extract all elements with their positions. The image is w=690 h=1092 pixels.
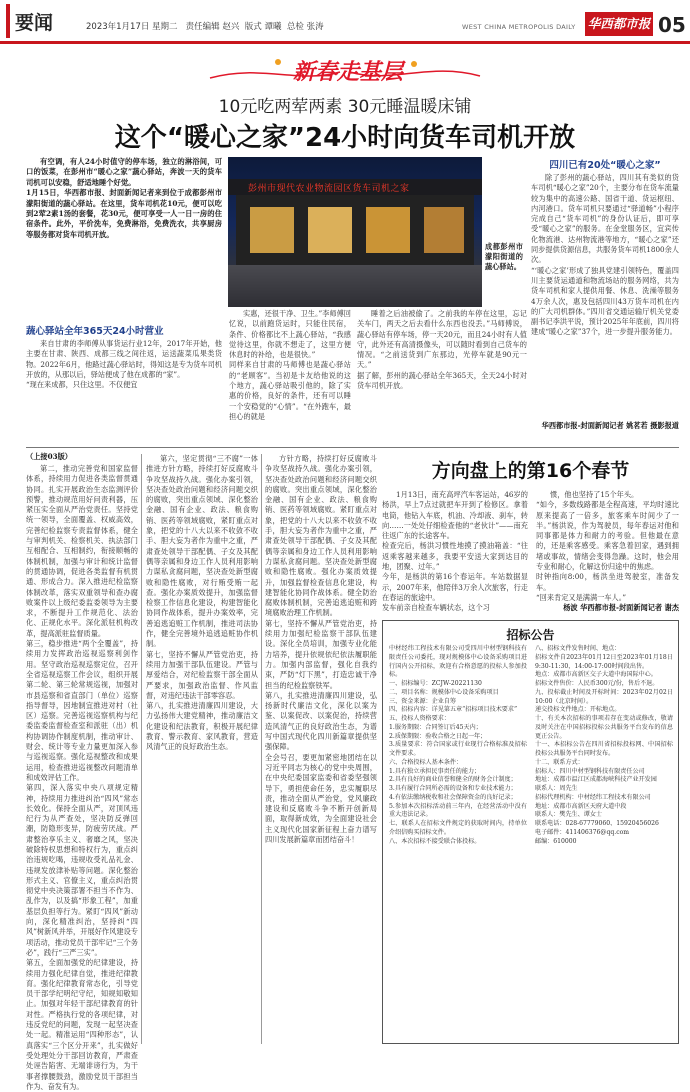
story-lead: 有空调，有人24小时值守的停车场，独立的淋浴间，可口的饭菜，在彭州市“暖心之家”蔬心驿站，奔波一天的货车司机可以安稳，舒适地睡个好觉。 1月15日，华西都市报、封面新闻记者来到位于成都彭州市濛阳街道的蔬心驿站。在这里，货车司机花10元，便可以吃到2荤2素1汤的套餐，花30元，便可享受一人一日一房的住宿条件。此外，平价洗车，免费淋浴，免费洗衣，共享厨房等服务都对货车司机开放。 <box>26 157 222 239</box>
masthead-logo: 华西都市报 <box>585 12 653 36</box>
right-story-headline: 方向盘上的第16个春节 <box>431 460 630 482</box>
issue-date: 2023年1月17日 星期二 <box>86 22 178 32</box>
tender-notice-left: 中材经纬工程技术有限公司受四川中材型钢科技有限责任公司委托，现对规模体中心设备采购项目进行国内公开招标，欢迎有合格意愿的投标人参加投标。 一、招标编号：ZCJW-20221130 二、项目名称：规模体中心设备采购项目 三、资金来源：企业自筹 四、招标内容：详见第五章“招标项目技术要求” 五、投标人资格要求： 1.服务期限：合同签订后45天内； 2.质保期限：验收合格之日起一年； 3.质量要求：符合国家或行业现行合格标准及招标文件要求。 六、合格投标人基本条件： 1.具有独立承担民事责任的能力； 2.具有良好的商业信誉和健全的财务会计制度； 3.具有履行合同所必需的设备和专业技术能力； 4.有依法缴纳税收和社会保障资金的良好记录； 5.参加本次招标活动前三年内，在经营活动中没有重大违法记录。 七、联系人在招标文件规定的获取时间内，持单位介绍信购买招标文件。 八、本次招标不接受联合体投标。 <box>389 645 527 845</box>
continued-note: （上接03版） <box>26 452 72 461</box>
page-number: 05 <box>658 13 686 37</box>
section-marker <box>6 4 10 38</box>
story-column-b: 实惠，还很干净、卫生。”李师傅回忆说，以前跑货运时，只能住民宿，条件、价格都比不上蔬心驿站，“我感觉待这里，你就不想走了，这里方便休息时的补给，也是很快。” 同样来自甘肃的马师傅也是蔬心驿站的“老顾客”。当初是卡友给他说的这个地方，蔬心驿站吸引他的，除了实惠的价格，良好的条件，还有可以睡一个安稳觉的“心情”。“在外跑车，最担心的就是 <box>229 309 351 421</box>
col-rule-2 <box>261 454 262 1044</box>
section-name: 要闻 <box>15 12 54 34</box>
story-byline: 华西都市报-封面新闻记者 姚茗若 摄影报道 <box>541 421 679 430</box>
lit-window-4 <box>424 207 464 253</box>
photo-caption: 成都彭州市濛阳街道的蔬心驿站。 <box>485 242 523 271</box>
headline-part2: 24小时向货车司机开放 <box>305 123 576 153</box>
story-column-a: 来自甘肃的李师傅从事货运行业12年，2017年开始，他主要在甘肃、陕西、成都三线之间往返，运送蔬菜瓜果类货物。2022年6月，他路过蔬心驿站时，得知这是专为货车司机开放的，从那以后，驿站便成了他在成都的“家”。 “现在来成都，只住这里。不仅便宜 <box>26 339 222 390</box>
proofreader: 总检 张涛 <box>286 22 324 32</box>
col-rule-1 <box>141 454 142 1044</box>
left-article-col3: 方针方略，持续打好反腐败斗争攻坚战持久战。强化办案引领，坚决查处政治问题和经济问题交织的腐败。突出重点领域，深化整治金融、国有企业、政法、粮食购销、医药等领域腐败。紧盯重点对象，把党的十八大以来不收敛不收手，胆大妄为者作为重中之重，严肃查处领导干部配偶、子女及其配偶等亲属和身边工作人员利用影响力谋私贪腐问题。坚决查处新型腐败和隐性腐败。强化办案质效提升，加强监督检查信息化建设，构建智能化协同作战体系。健全防治腐败体制机制，完善追逃追赃和跨境腐败治理工作机制。 第七，坚持不懈从严管党治吏，持续用力加强纪检监察干部队伍建设。深化全员培训，加强专业化能力培养，提升依规依纪依法履职能力。加强内部监督，强化自我约束，严防“灯下黑”，打造忠诚干净担当的纪检监察铁军。 第八，扎实推进清廉四川建设，弘扬新时代廉洁文化，深化以案为鉴、以案促改、以案促治，持续营造风清气正的良好政治生态，为谱写中国式现代化四川新篇章提供坚强保障。 全会号召，要更加紧密地团结在以习近平同志为核心的党中央周围，在中央纪委国家监委和省委坚强领导下，勇担使命任务，忠实履职尽责，推动全面从严治党，党风廉政建设和反腐败斗争不断开创新局面，取得新成效，为全面建设社会主义现代化国家新征程上奋力谱写四川发展新篇章而团结奋斗！ <box>265 454 377 844</box>
lit-window-1 <box>250 207 294 253</box>
right-story-byline: 杨波 华西都市报-封面新闻记者 谢杰 <box>563 603 679 612</box>
story-subtitle: 10元吃两荤两素 30元睡温暖床铺 <box>218 97 472 117</box>
lit-window-3 <box>366 207 410 253</box>
header-meta <box>86 20 324 32</box>
editor: 责任编辑 赵兴 <box>185 22 240 32</box>
right-story-col1: 1月13日，南充高坪汽车客运站，46岁的杨洪，早上7点过就把车开到了检修区。拿着电筒，他钻入车底，机油、冷却液、刹车，转向……一处处仔细检查他的“老伙计”——南充往返广东的长途客车。 检查完后，杨洪习惯性地摸了摸油箱盖：“往返乘客越来越多，我要平安送大家到达目的地，团聚、过年。” 今年，是杨洪的第16个春运年。车站数据显示，2007年来，他陪伴3万余人次旅客，行走在春运的旅途中。 发车前亲自检查车辆状态，这个习 <box>382 490 528 613</box>
lit-window-2 <box>308 207 352 253</box>
tender-notice-right: 八、招标文件发售时间、地点： 招标文件自2023年01月12日至2023年01月18日9:30-11:30，14:00-17:00时间段出售。 地点：成都市高新区交子大道中海国际中心。 招标文件售价：人民币300元/份，售后不退。 九、投标截止时间及开标时间：2023年02月02日10:00（北京时间）。 递交投标文件地点：开标地点。 十、有关本次招标的事项若存在变动或修改，敬请及时关注在中国招标投标公共服务平台发布的信息更正公告。 十一、本招标公告在四川省招标投标网、中国招标投标公共服务平台同时发布。 十二、联系方式： 招标人：四川中材型钢科技有限责任公司 地址：成都市温江区成都海峡科技产业开发园 联系人：周先生 招标代理机构：中材经纬工程技术有限公司 地址：成都市高新区天府大道中段 联系人：樊先生、谭女士 联系电话：028-67779060、15920456026 电子邮件：411406376@qq.com 邮编：610000 <box>535 645 673 845</box>
sidebar-title: 四川已有20处“暖心之家” <box>549 160 661 171</box>
sidebar-text: 除了彭州的蔬心驿站，四川其有类似的货车司机“暖心之家”20个，主要分布在货车流量较为集中的高速公路、国省干道、货运枢纽、内河港口。货车司机只要通过“驿道畅”小程序完成自己“货车司机”的身份认证后，即可享受“暖心之家”的服务。在金堂服务区，宜宾传化物流港、达州物流港等地方，“暖心之家”还同步提供货源信息，共服务货车司机1800余人次。 “‘暖心之家’形成了独具党建引领特色，覆盖四川主要货运通道和物流场站的服务网络，共为货车司机和家人提供用餐、休息、洗澡等服务4万余人次，惠及包括四川43万货车司机在内的广大司机群体。”四川省交通运输厅机关党委副书记李洪平说，预计2025年年底前，四川将建成“暖心之家”37个，进一步提升服务能力。 <box>531 173 679 337</box>
sidebar-box <box>531 157 679 442</box>
story-photo <box>228 157 482 307</box>
headline-quote: “暖心之家” <box>166 123 305 153</box>
left-article-col2: 第六，坚定贯彻“三不腐”一体推进方针方略，持续打好反腐败斗争攻坚战持久战。强化办案引领，坚决查处政治问题和经济问题交织的腐败，突出重点领域、深化整治金融、国有企业、政法、粮食购销、医药等领域腐败，紧盯重点对象，把党的十八大以来不收敛不收手、胆大妄为者作为重中之重，严肃查处领导干部配偶、子女及其配偶等亲属和身边工作人员利用影响力谋私贪腐问题，坚决查处新型腐败和隐性腐败，对行贿受贿一起查。强化办案质效提升，加强监督检察工作信息化建设，构建智能化协同作战体系，提升办案效率，完善追逃追赃工作机制，推进司法协作，健全完善境外追逃追赃协作机制。 第七，坚持不懈从严管党治吏，持续用力加强干部队伍建设。严管与厚爱结合，对纪检监察干部全面从严要求，加强政治监督、作风监督，对违纪违法干部零容忍。 第八，扎实推进清廉四川建设，大力弘扬伟大建党精神，推动廉洁文化建设和纪法教育，积极开展纪律教育、警示教育、家风教育，营造风清气正的良好政治生态。 <box>146 454 258 752</box>
pavement <box>228 265 482 307</box>
right-story-col2: 惯，他也坚持了15个年头。 “如今，多数线路都是全程高速，平均时速比原来提高了一倍多，旅客乘车时间少了一半。”杨洪说，作为驾驶员，每年春运对他和同事都是体力和耐力的考验。但他最在意的，还是乘客感受。乘客急着回家，遇到拥堵或事故，情绪会变得急躁。这时，他会用专业和耐心，化解这份归途中的焦虑。 时钟指向8:00，杨洪坐进驾驶室，准备发车。 “回来肯定又是满满一车人。” <box>536 490 679 602</box>
designer: 版式 谭曦 <box>244 22 282 32</box>
station-sign: 彭州市现代农业物流园区货车司机之家 <box>248 184 410 194</box>
page-header <box>0 0 690 44</box>
story-subhead: 蔬心驿站全年365天24小时营业 <box>26 326 164 337</box>
tender-notice-title: 招标公告 <box>506 628 555 642</box>
headline-part1: 这个 <box>114 123 167 153</box>
topic-banner <box>200 54 490 88</box>
divider-main <box>26 447 679 448</box>
masthead-english: WEST CHINA METROPOLIS DAILY <box>462 23 576 31</box>
story-column-c: 睡着之后油被偷了。之前我的车停在这里，忘记关车门，两天之后去看什么东西也没丢。”马师傅说，蔬心驿站有停车场，停一天20元，而且24小时有人值守，此外还有高清摄像头，可以随时看到自己货车的情况。“之前送货到广东那边，光停车就是90元一天。” 据了解，彭州的蔬心驿站全年365天，全天24小时对货车司机开放。 <box>357 309 527 391</box>
left-article-col1: 第二，推动完善党和国家监督体系，持续用力促进各类监督贯通协同。扎实开展政治生态监测评价预警，推动规范用好问责利器，压紧压实全面从严治党责任。坚持党统一领导，全面覆盖、权威高效，完善纪检监察专责监督体系，健全与审判机关、检察机关、执法部门互相配合、互相制约，衔接顺畅的体制机制，加强与审计和统计监督的贯通协调，促进各类监督有机贯通、形成合力。深入推进纪检监察体制改革，落实双重领导和查办腐败案件以上级纪委监委领导为主要求，不断提升工作规范化、法治化、正规化水平。深化派驻机构改革，提高派驻监督质量。 第三，稳步推进“两个全覆盖”，持续用力发挥政治巡视巡察利剑作用。坚守政治巡视巡察定位，召开全省巡视巡察工作会议，组织开展第二轮、第三轮常规巡视，加强对市县巡察和省直部门（单位）巡察指导督导，因地制宜推进对村（社区）巡察。完善巡视巡察机构与纪委监委监督检查室和派驻（出）机构协调协作制度机制，推动审计、财会、统计等专业力量更加深入参与巡视巡察。强化巡视整改和成果运用，检查推进巡视整改问题清单和成效评估工作。 第四，深入落实中央八项规定精神，持续用力推进纠治“四风”常态长效化。保持全面从严，对顶风违纪行为从严查处，坚决防反弹回潮，防隐形变异，防疲劳厌战。严肃整治享乐主义、奢靡之风，坚决破除特权思想和特权行为，重点纠治违规吃喝，违规收受礼品礼金、违规发放津补贴等问题。深化整治形式主义、官僚主义，重点纠治贯彻党中央决策部署不担当不作为、乱作为，以及搞“形象工程”，加重基层负担等行为。紧盯“四风”新动向，深化精准纠治，坚持纠“四风”树新风并举，开展好作风建设专项活动，推动党员干部牢记“三个务必”，践行“三严三实”。 第五，全面加强党的纪律建设，持续用力强化纪律自觉，推进纪律教育。强化纪律教育常态化，引导党员干部学纪明纪守纪，知规知敬知止。加强对年轻干部纪律教育的针对性。严格执行党的各项纪律，对违反党纪的问题，发现一起坚决查处一起。精准运用“四种形态”，认真落实“三个区分开来”，扎实做好受处理处分干部回访教育，严肃查处诬告陷害、无端诽谤行为，为干事者撑腰鼓劲，激励党员干部担当作为、奋发有为。 <box>26 464 138 1091</box>
story-headline <box>40 117 650 154</box>
tender-notice <box>382 620 679 1044</box>
topic-banner-text: 新春走基层 <box>292 60 403 85</box>
